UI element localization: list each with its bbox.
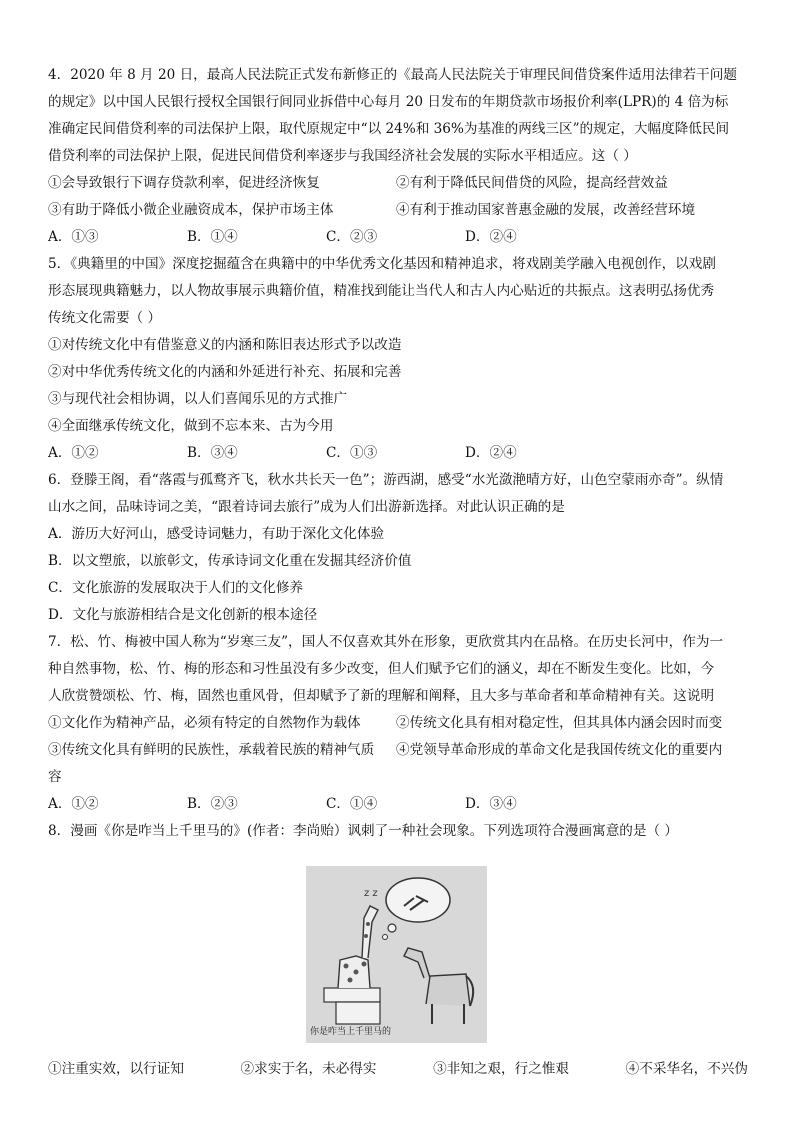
option-a[interactable]: A．①② xyxy=(48,796,99,812)
question-8-statement-3: ③非知之艰，行之惟艰 xyxy=(433,1061,570,1077)
cartoon-caption: 你是咋当上千里马的 xyxy=(310,1027,392,1037)
option-b[interactable]: B．②③ xyxy=(187,796,238,812)
option-d[interactable]: D．②④ xyxy=(465,229,517,245)
question-8-line: 8．漫画《你是咋当上千里马的》(作者：李尚贻）讽刺了一种社会现象。下列选项符合漫画寓意的是（ ） xyxy=(48,823,678,839)
question-6-line: 山水之间，品味诗词之美，“跟着诗词去旅行”成为人们出游新选择。对此认识正确的是 xyxy=(48,499,565,515)
question-4-statements-row xyxy=(48,197,748,224)
question-4-line: 4．2020 年 8 月 20 日，最高人民法院正式发布新修正的《最高人民法院关于审理民间借贷案件适用法律若干问题 xyxy=(48,67,737,83)
question-8-statement-1: ①注重实效，以行证知 xyxy=(48,1061,184,1077)
option-c[interactable]: C．①④ xyxy=(326,796,378,812)
option-a[interactable]: A．①② xyxy=(48,445,99,461)
question-5-line: 形态展现典籍魅力，以人物故事展示典籍价值，精准找到能让当代人和古人内心贴近的共振点。这表明弘扬优秀 xyxy=(48,283,715,299)
question-7-statements-row xyxy=(48,710,748,737)
option-c[interactable]: C．文化旅游的发展取决于人们的文化修养 xyxy=(48,580,304,596)
option-a[interactable]: A．游历大好河山，感受诗词魅力，有助于深化文化体验 xyxy=(48,526,385,542)
question-7-statement-3: ③传统文化具有鲜明的民族性，承载着民族的精神气质 xyxy=(48,742,375,758)
option-d[interactable]: D．③④ xyxy=(465,796,517,812)
question-5-options xyxy=(48,440,748,467)
option-b[interactable]: B．以文塑旅，以旅彰文，传承诗词文化重在发掘其经济价值 xyxy=(48,553,412,569)
question-4-statement-3: ③有助于降低小微企业融资成本，保护市场主体 xyxy=(48,202,334,218)
question-8 xyxy=(48,818,748,845)
question-8-statement-2: ②求实于名，未必得实 xyxy=(240,1061,377,1077)
option-b[interactable]: B．①④ xyxy=(187,229,238,245)
question-6 xyxy=(48,467,748,629)
cartoon-image xyxy=(306,866,487,1043)
question-5-line: 5．《典籍里的中国》深度挖掘蕴含在典籍中的中华优秀文化基因和精神追求，将戏剧美学融入电视创作，以戏剧 xyxy=(48,256,716,272)
question-4 xyxy=(48,62,748,251)
option-c[interactable]: C．②③ xyxy=(326,229,378,245)
option-d[interactable]: D．文化与旅游相结合是文化创新的根本途径 xyxy=(48,607,318,623)
question-7-line: 7．松、竹、梅被中国人称为“岁寒三友”，国人不仅喜欢其外在形象，更欣赏其内在品格。在历史长河中，作为一 xyxy=(48,634,724,650)
question-7 xyxy=(48,629,748,818)
question-7-statement-4-continued: 容 xyxy=(48,769,62,785)
question-5-statement-3: ③与现代社会相协调，以人们喜闻乐见的方式推广 xyxy=(48,391,348,407)
svg-text:z z: z z xyxy=(364,888,378,899)
question-4-statement-4: ④有利于推动国家普惠金融的发展，改善经营环境 xyxy=(396,202,696,218)
option-d[interactable]: D．②④ xyxy=(465,445,517,461)
question-6-line: 6．登滕王阁，看“落霞与孤鹜齐飞，秋水共长天一色”；游西湖，感受“水光潋滟晴方好，山色空蒙雨亦奇”。纵情 xyxy=(48,472,724,488)
question-8-statements xyxy=(48,1048,748,1083)
question-4-options xyxy=(48,224,748,251)
question-7-statement-4: ④党领导革命形成的革命文化是我国传统文化的重要内 xyxy=(396,742,723,758)
option-a[interactable]: A．①③ xyxy=(48,229,99,245)
question-8-statements-row xyxy=(48,1056,748,1083)
question-8-statement-4: ④不采华名，不兴伪 xyxy=(625,1061,748,1077)
question-4-statement-1: ①会导致银行下调存贷款利率，促进经济恢复 xyxy=(48,175,320,191)
question-4-statement-2: ②有利于降低民间借贷的风险，提高经营效益 xyxy=(396,175,668,191)
cartoon-illustration xyxy=(306,866,487,1043)
question-4-line: 的规定》以中国人民银行授权全国银行间同业拆借中心每月 20 日发布的年期贷款市场报价利率(LPR)的 4 倍为标 xyxy=(48,94,729,110)
question-5-line: 传统文化需要（ ） xyxy=(48,310,162,326)
question-4-line: 准确定民间借贷利率的司法保护上限，取代原规定中“以 24%和 36%为基准的两线三区”的规定，大幅度降低民间 xyxy=(48,121,730,137)
question-7-statement-2: ②传统文化具有相对稳定性，但其具体内涵会因时而变 xyxy=(396,715,723,731)
option-c[interactable]: C．①③ xyxy=(326,445,378,461)
option-b[interactable]: B．③④ xyxy=(187,445,238,461)
question-7-statement-1: ①文化作为精神产品，必须有特定的自然物作为载体 xyxy=(48,715,361,731)
question-7-line: 人欣赏赞颂松、竹、梅，固然也重风骨，但却赋予了新的理解和阐释，且大多与革命者和革命精神有关。这说明 xyxy=(48,688,715,704)
question-7-options xyxy=(48,791,748,818)
question-5-statement-1: ①对传统文化中有借鉴意义的内涵和陈旧表达形式予以改造 xyxy=(48,337,402,353)
exam-page xyxy=(48,62,748,845)
question-5-statement-2: ②对中华优秀传统文化的内涵和外延进行补充、拓展和完善 xyxy=(48,364,402,380)
question-7-statements-row xyxy=(48,737,748,764)
question-5 xyxy=(48,251,748,467)
question-7-line: 种自然事物，松、竹、梅的形态和习性虽没有多少改变，但人们赋予它们的涵义，却在不断发生变化。比如，今 xyxy=(48,661,715,677)
question-4-statements-row xyxy=(48,170,748,197)
question-4-line: 借贷利率的司法保护上限，促进民间借贷利率逐步与我国经济社会发展的实际水平相适应。这（ ） xyxy=(48,148,637,164)
question-5-statement-4: ④全面继承传统文化，做到不忘本来、古为今用 xyxy=(48,418,334,434)
